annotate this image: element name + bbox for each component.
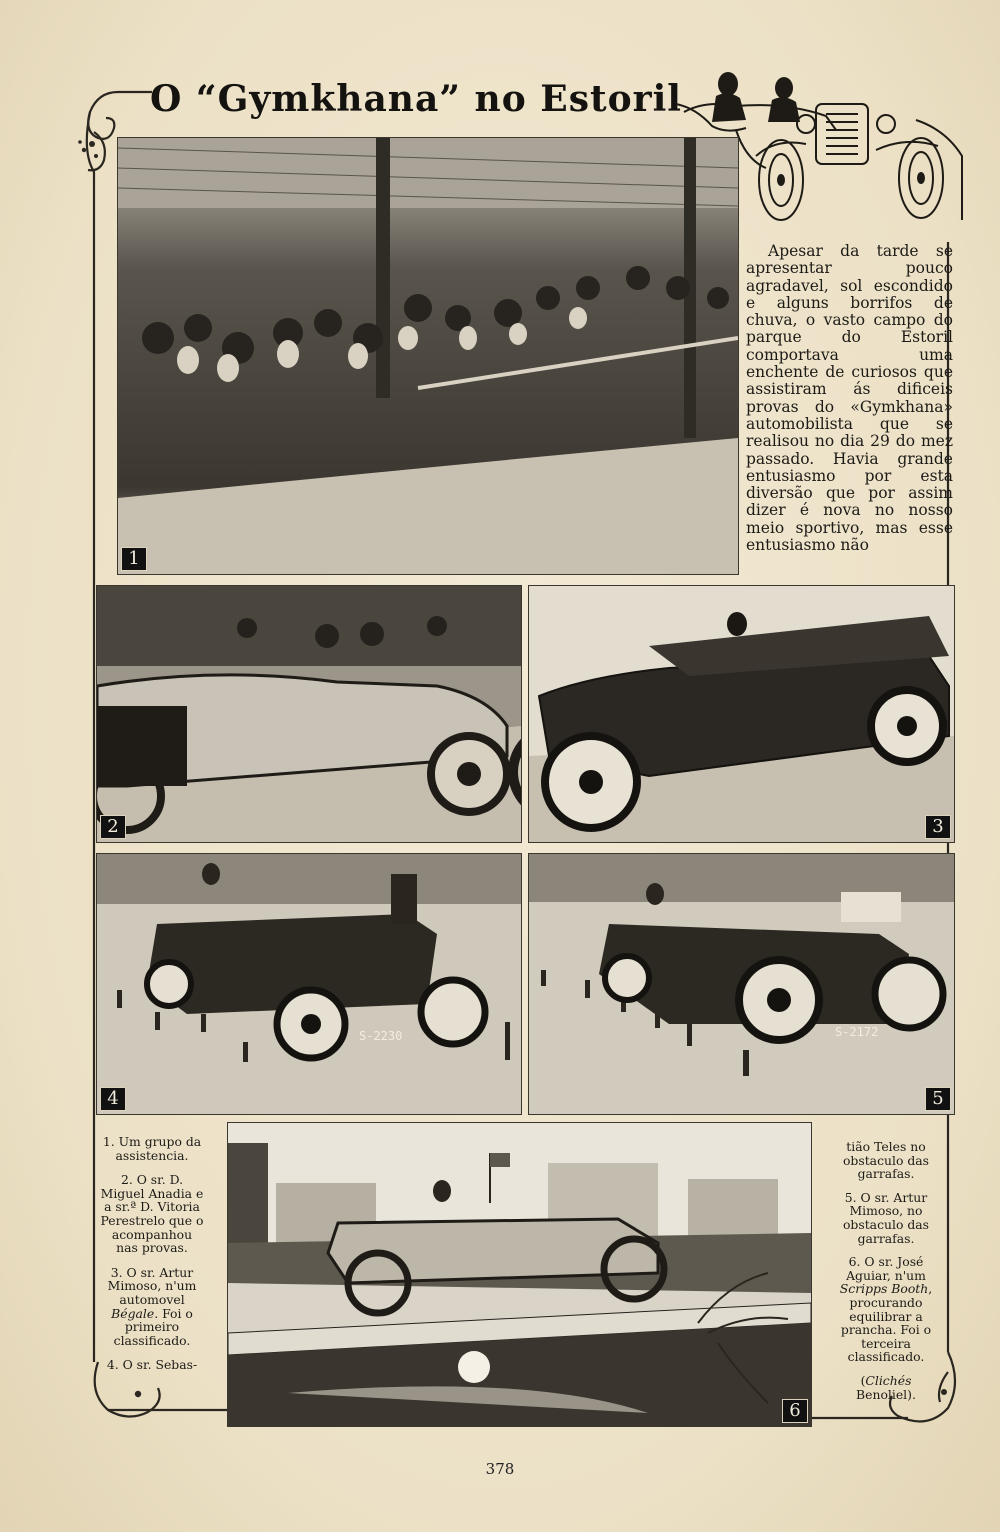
caption-4-end: tião Teles no obstaculo das garrafas.	[842, 1139, 930, 1182]
caption-2: 2. O sr. D. Miguel Anadia e a sr.ª D. Vitoria Perestrelo que o acompanhou nas provas.	[100, 1172, 204, 1256]
photo-number-4: 4	[100, 1087, 126, 1111]
photo-car-bottle-obstacle-mimoso	[528, 853, 955, 1115]
caption-5: 5. O sr. Artur Mimoso, no obstaculo das garrafas.	[842, 1189, 930, 1246]
intro-paragraph: Apesar da tarde se apresentar pouco agradavel, sol escondido e alguns borrifos de chuva, o vasto campo do parque do Estoril comportava uma enchente de curiosos que assistiram ás dificeis provas do «Gymkhana» automobilista que se realisou no dia 29 do mez passado. Havia grande entusiasmo por esta diversão que por assim dizer é nova no nosso meio sportivo, mas esse entusiasmo não	[746, 242, 953, 555]
page-number: 378	[485, 1460, 515, 1478]
photo-number-5: 5	[925, 1087, 951, 1111]
caption-6: 6. O sr. José Aguiar, n'um Scripps Booth, procurando equilibrar a prancha. Foi o terceira classificado.	[839, 1254, 933, 1365]
photo-car-plank-aguiar	[227, 1122, 812, 1427]
license-plate-4: S-2230	[359, 1029, 403, 1043]
photo-credit: (Clichés Benoliel).	[856, 1372, 916, 1402]
photo-car-anadia	[96, 585, 522, 843]
caption-3: 3. O sr. Artur Mimoso, n'um automovel Bégale. Foi o primeiro classificado.	[107, 1264, 197, 1348]
caption-4-start: 4. O sr. Sebas-	[106, 1357, 198, 1373]
photo-number-6: 6	[782, 1399, 808, 1423]
photo-number-3: 3	[925, 815, 951, 839]
caption-1: 1. Um grupo da assistencia.	[102, 1134, 202, 1163]
page-title: O “Gymkhana” no Estoril	[150, 78, 682, 120]
photo-car-mimoso-begale	[528, 585, 955, 843]
license-plate-5: S-2172	[835, 1025, 879, 1039]
photo-number-1: 1	[121, 547, 147, 571]
captions-left-column	[100, 1135, 204, 1375]
photo-number-2: 2	[100, 815, 126, 839]
photo-car-bottle-obstacle-teles	[96, 853, 522, 1115]
captions-right-column	[832, 1140, 940, 1400]
photo-crowd-spectators	[117, 137, 739, 575]
